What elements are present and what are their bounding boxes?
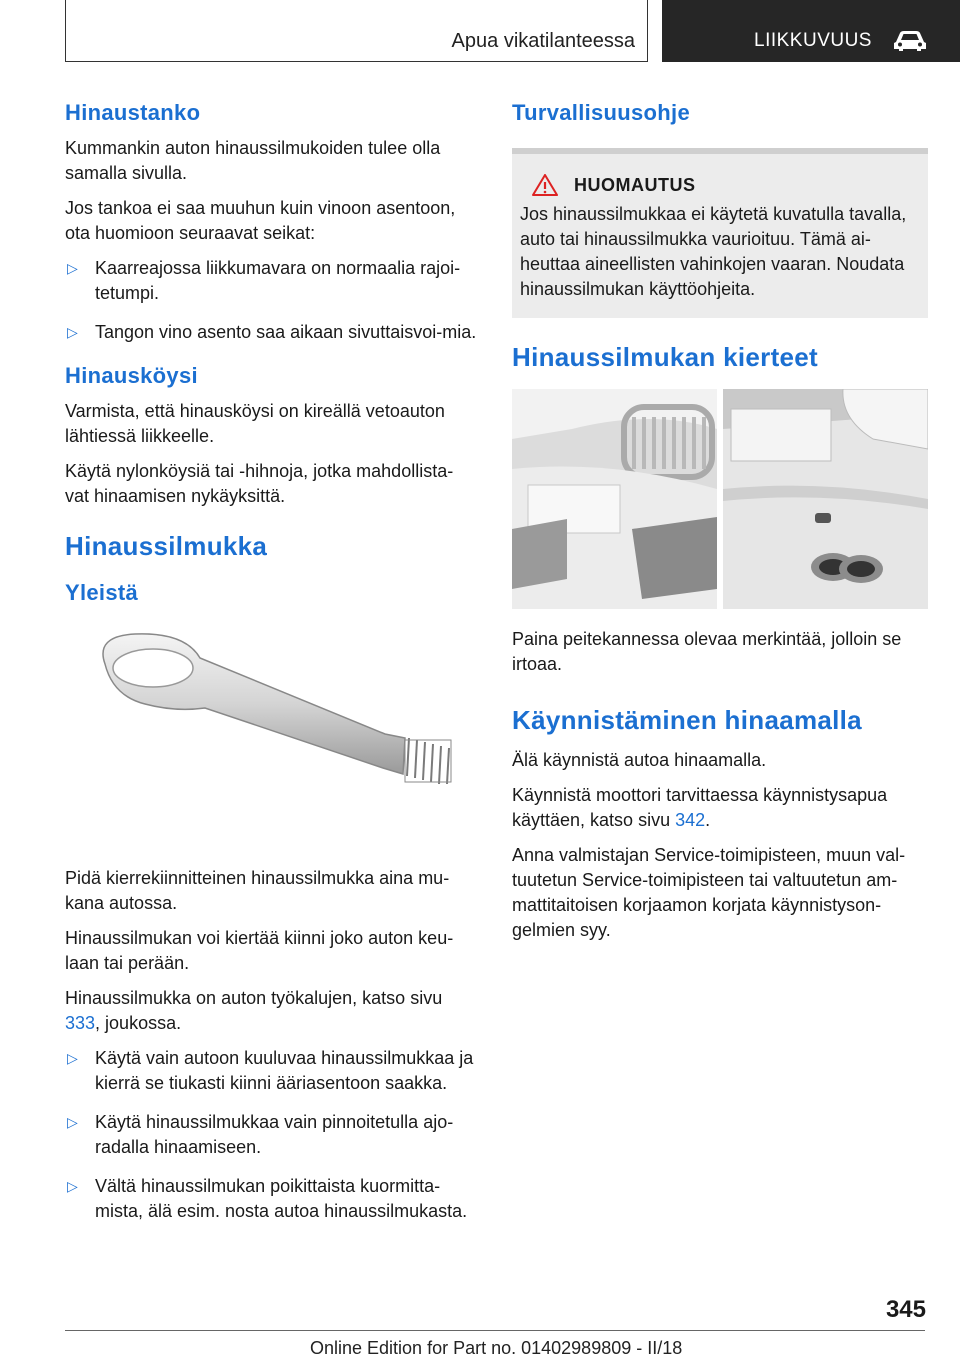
header-section-box [65,0,648,62]
tow-bar-para-1: Kummankin auton hinaussilmukoiden tulee olla samalla sivulla. [65,138,441,183]
header-chapter-label: LIIKKUVUUS [754,30,872,51]
page-number: 345 [885,1296,926,1323]
footer-edition: Online Edition for Part no. 01402989809 - II/18 [310,1338,683,1358]
tow-start-para-3: Anna valmistajan Service-toimipisteen, muun val-tuutetun Service-toimipisteen tai valtuutetun am-mattitaitoisen korjaamon korjata käynnistyson-gelmien syy. [512,845,906,940]
heading-safety: Turvallisuusohje [512,100,690,125]
heading-tow-bar: Hinaustanko [65,100,201,125]
tow-bar-para-2: Jos tankoa ei saa muuhun kuin vinoon asentoon, ota huomioon seuraavat seikat: [65,198,456,243]
heading-threads: Hinaussilmukan kierteet [512,342,819,372]
header-section-title: Apua vikatilanteessa [451,30,635,52]
bullet-arrow-icon: ▷ [67,260,78,276]
list-item: ▷ Kaarreajossa liikkumavara on normaalia rajoi-tetumpi. [67,258,461,303]
list-item: ▷ Käytä hinaussilmukkaa vain pinnoitetulla ajo-radalla hinaamiseen. [67,1112,454,1157]
notice-box [512,148,928,318]
tow-eye-figure [65,616,477,866]
right-column [512,100,928,953]
bullet-arrow-icon: ▷ [67,1050,78,1066]
tow-start-para-1: Älä käynnistä autoa hinaamalla. [512,750,767,770]
heading-tow-eye: Hinaussilmukka [65,531,268,561]
tow-bar-list [65,256,477,345]
tow-rope-para-2: Käytä nylonköysiä tai -hihnoja, jotka mahdollista-vat hinaamisen nykäyksittä. [65,461,454,506]
tow-eye-list [65,1046,477,1224]
warning-icon [532,174,558,196]
notice-title: HUOMAUTUS [574,174,696,195]
tow-rope-para-1: Varmista, että hinausköysi on kireällä vetoauton lähtiessä liikkeelle. [65,401,445,446]
threads-figure [512,389,928,609]
page-link-342[interactable]: 342 [675,810,706,830]
bullet-arrow-icon: ▷ [67,1178,78,1194]
header-chapter-tab [662,0,960,62]
heading-general: Yleistä [65,580,139,605]
front-bumper-image [512,389,717,609]
threads-para-1: Paina peitekannessa olevaa merkintää, jolloin se irtoaa. [512,629,902,674]
list-item: ▷ Vältä hinaussilmukan poikittaista kuormitta-mista, älä esim. nosta autoa hinaussilmukasta. [67,1176,468,1221]
bullet-arrow-icon: ▷ [67,324,78,340]
tow-eye-para-1: Pidä kierrekiinnitteinen hinaussilmukka aina mu-kana autossa. [65,868,450,913]
notice-text: Jos hinaussilmukkaa ei käytetä kuvatulla tavalla, auto tai hinaussilmukka vaurioituu. Tämä ai-heuttaa aineellisten vahinkojen vaaran. Noudata hinaussilmukan käyttöohjeita. [520,204,907,299]
tow-start-para-2: Käynnistä moottori tarvittaessa käynnistysapua käyttäen, katso sivu 342. [512,785,888,830]
heading-tow-start: Käynnistäminen hinaamalla [512,705,862,735]
car-icon [890,28,930,54]
heading-tow-rope: Hinausköysi [65,363,198,388]
list-item: ▷ Käytä vain autoon kuuluvaa hinaussilmukkaa ja kierrä se tiukasti kiinni ääriasentoon saakka. [67,1048,474,1093]
list-item: ▷ Tangon vino asento saa aikaan sivuttaisvoi-mia. [65,320,477,345]
rear-bumper-image [723,389,928,609]
footer-divider [65,1330,925,1331]
tow-eye-image [65,616,477,866]
tow-eye-para-3: Hinaussilmukka on auton työkalujen, katso sivu 333, joukossa. [65,988,443,1033]
left-column [65,100,477,1238]
bullet-arrow-icon: ▷ [67,1114,78,1130]
page-link-333[interactable]: 333 [65,1013,96,1033]
tow-eye-para-2: Hinaussilmukan voi kiertää kiinni joko auton keu-laan tai perään. [65,928,454,973]
